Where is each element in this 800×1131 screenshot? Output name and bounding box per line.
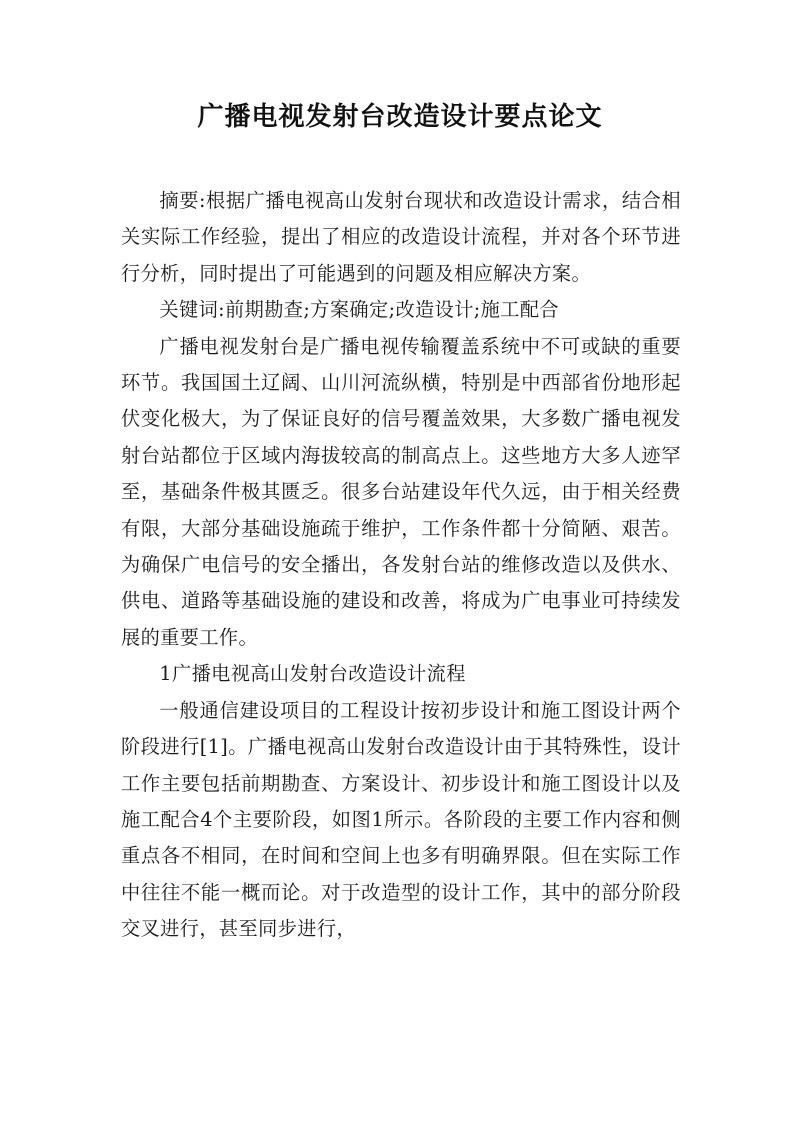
document-body (121, 183, 681, 948)
abstract-paragraph: 摘要:根据广播电视高山发射台现状和改造设计需求，结合相关实际工作经验，提出了相应的改造设计流程，并对各个环节进行分析，同时提出了可能遇到的问题及相应解决方案。 (121, 189, 681, 285)
keywords-paragraph: 关键词:前期勘查;方案确定;改造设计;施工配合 (159, 298, 560, 322)
section-heading: 1广播电视高山发射台改造设计流程 (159, 662, 466, 686)
intro-paragraph: 广播电视发射台是广播电视传输覆盖系统中不可或缺的重要环节。我国国土辽阔、山川河流纵横，特别是中西部省份地形起伏变化极大，为了保证良好的信号覆盖效果，大多数广播电视发射台站都位于区域内海拔较高的制高点上。这些地方大多人迹罕至，基础条件极其匮乏。很多台站建设年代久远，由于相关经费有限，大部分基础设施疏于维护，工作条件都十分简陋、艰苦。为确保广电信号的安全播出，各发射台站的维修改造以及供水、供电、道路等基础设施的建设和改善，将成为广电事业可持续发展的重要工作。 (121, 334, 681, 649)
page-title: 广播电视发射台改造设计要点论文 (197, 102, 603, 132)
body-paragraph: 一般通信建设项目的工程设计按初步设计和施工图设计两个阶段进行[1]。广播电视高山发射台改造设计由于其特殊性，设计工作主要包括前期勘查、方案设计、初步设计和施工图设计以及施工配合4个主要阶段，如图1所示。各阶段的主要工作内容和侧重点各不相同，在时间和空间上也多有明确界限。但在实际工作中往往不能一概而论。对于改造型的设计工作，其中的部分阶段交叉进行，甚至同步进行， (121, 698, 681, 941)
